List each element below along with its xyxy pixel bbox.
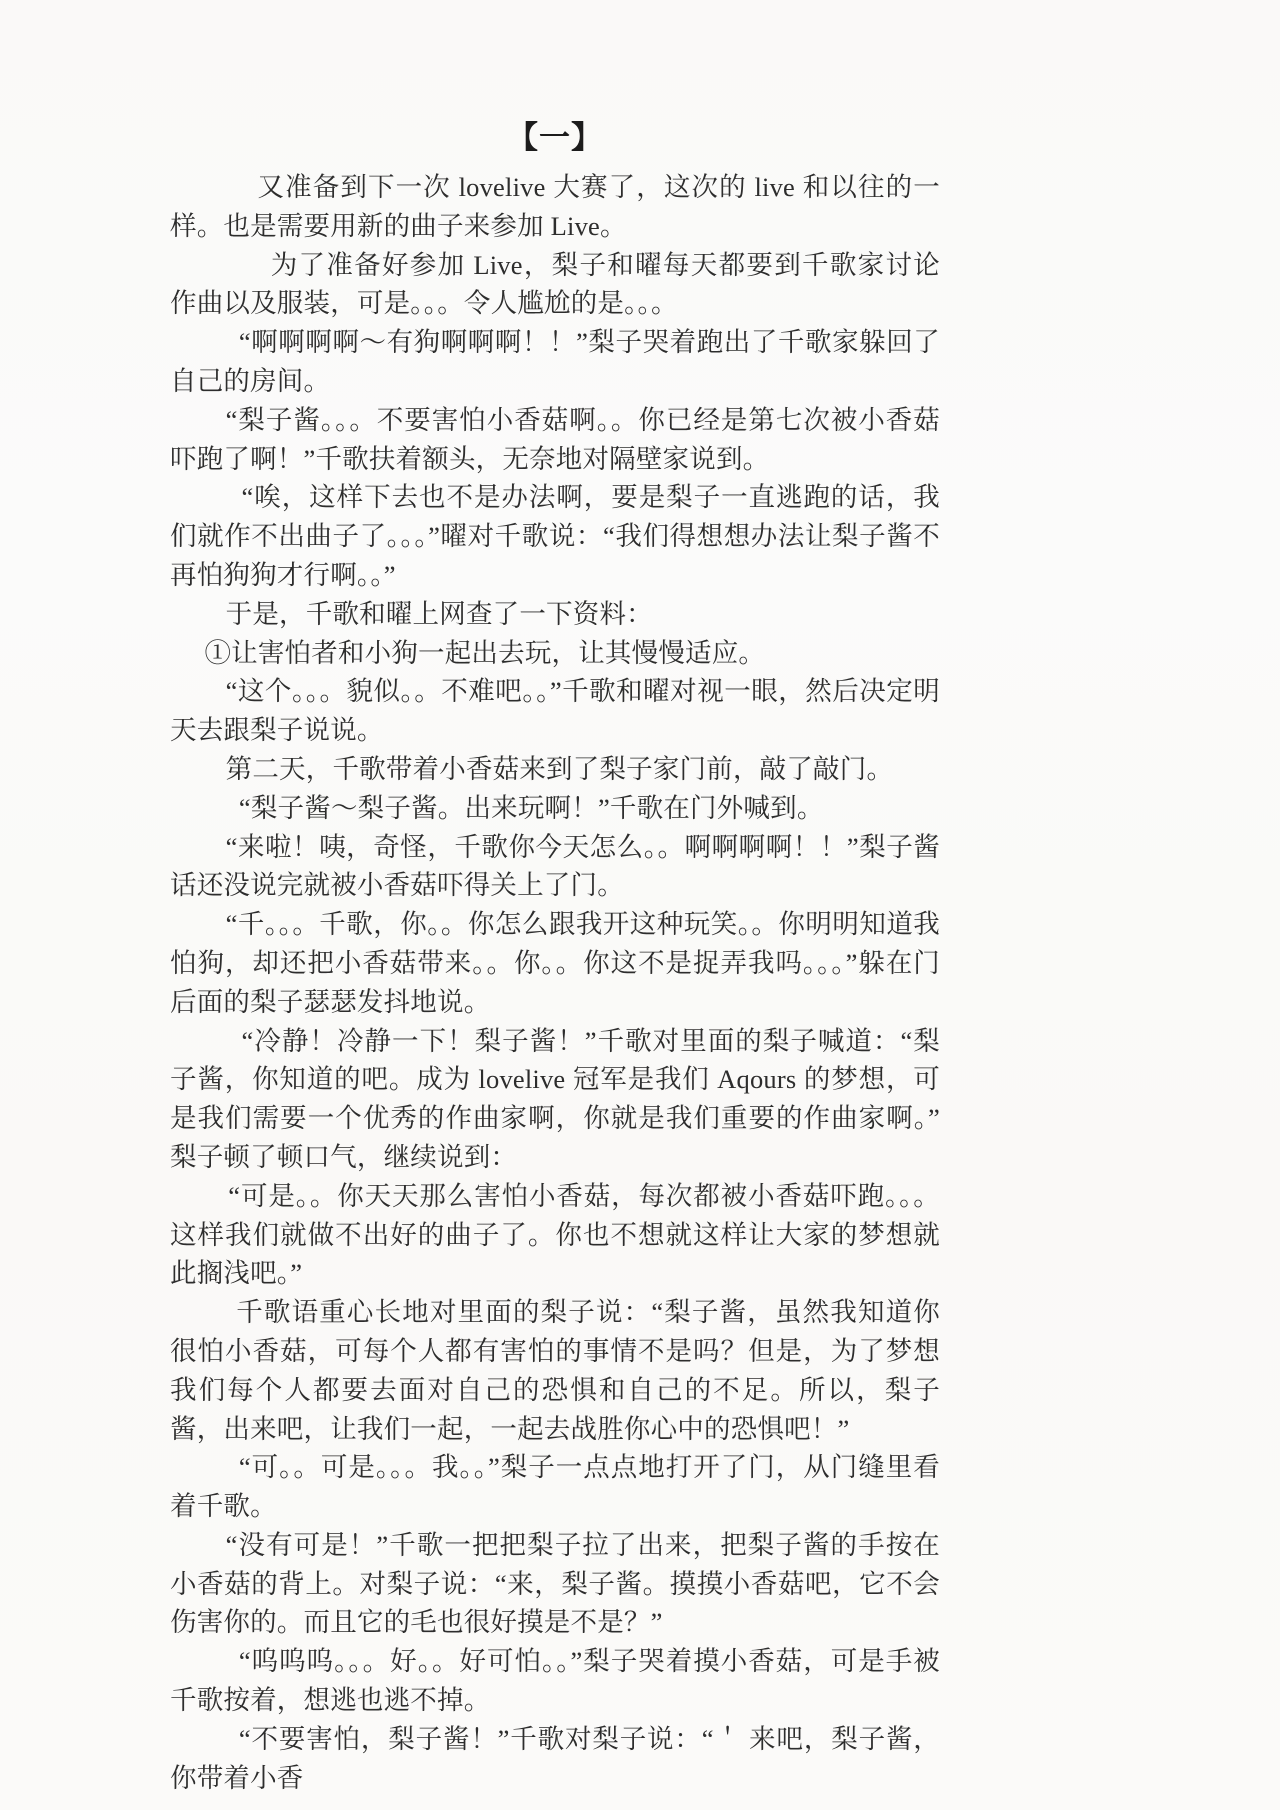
paragraph: “可。。可是。。。我。。”梨子一点点地打开了门，从门缝里看着千歌。 bbox=[170, 1452, 940, 1522]
paragraph: 千歌语重心长地对里面的梨子说：“梨子酱，虽然我知道你很怕小香菇，可每个人都有害怕的事情不是吗？但是，为了梦想我们每个人都要去面对自己的恐惧和自己的不足。所以，梨子酱，出来吧，让我们一起，一起去战胜你心中的恐惧吧！” bbox=[170, 1297, 940, 1444]
paragraph: “梨子酱～梨子酱。出来玩啊！”千歌在门外喊到。 bbox=[238, 792, 824, 823]
paragraph: “可是。。你天天那么害怕小香菇，每次都被小香菇吓跑。。。这样我们就做不出好的曲子了。你也不想就这样让大家的梦想就此搁浅吧。” bbox=[170, 1180, 940, 1289]
paragraph: “冷静！冷静一下！梨子酱！”千歌对里面的梨子喊道：“梨子酱，你知道的吧。成为 lovelive 冠军是我们 Aqours 的梦想，可是我们需要一个优秀的作曲家啊，你就是我们重要的作曲家啊。”梨子顿了顿口气，继续说到： bbox=[170, 1025, 940, 1172]
paragraph: “梨子酱。。。不要害怕小香菇啊。。你已经是第七次被小香菇吓跑了啊！”千歌扶着额头，无奈地对隔壁家说到。 bbox=[170, 404, 940, 474]
document-page bbox=[170, 116, 940, 1797]
paragraph: ①让害怕者和小狗一起出去玩，让其慢慢适应。 bbox=[204, 637, 766, 668]
paragraph: “不要害怕，梨子酱！”千歌对梨子说：“＇ 来吧，梨子酱，你带着小香 bbox=[170, 1723, 940, 1793]
paragraph: “没有可是！”千歌一把把梨子拉了出来，把梨子酱的手按在小香菇的背上。对梨子说：“来，梨子酱。摸摸小香菇吧，它不会伤害你的。而且它的毛也很好摸是不是？” bbox=[170, 1529, 940, 1638]
paragraph: “啊啊啊啊～有狗啊啊啊！！”梨子哭着跑出了千歌家躲回了自己的房间。 bbox=[170, 327, 940, 396]
paragraph: “呜呜呜。。。好。。好可怕。。”梨子哭着摸小香菇，可是手被千歌按着，想逃也逃不掉。 bbox=[170, 1646, 940, 1716]
page-title: 【一】 bbox=[507, 120, 603, 155]
paragraph: “唉，这样下去也不是办法啊，要是梨子一直逃跑的话，我们就作不出曲子了。。。”曜对千歌说：“我们得想想办法让梨子酱不再怕狗狗才行啊。。” bbox=[170, 482, 940, 590]
paragraph: 为了准备好参加 Live，梨子和曜每天都要到千歌家讨论作曲以及服装，可是。。。令人尴尬的是。。。 bbox=[170, 249, 940, 319]
paragraph: “来啦！咦，奇怪，千歌你今天怎么。。啊啊啊啊！！”梨子酱话还没说完就被小香菇吓得关上了门。 bbox=[170, 831, 940, 901]
paragraph: “这个。。。貌似。。不难吧。。”千歌和曜对视一眼，然后决定明天去跟梨子说说。 bbox=[170, 676, 940, 746]
paragraph: 又准备到下一次 lovelive 大赛了，这次的 live 和以往的一样。也是需要用新的曲子来参加 Live。 bbox=[170, 172, 940, 241]
paragraph: 于是，千歌和曜上网查了一下资料： bbox=[225, 598, 653, 629]
document-body bbox=[170, 168, 940, 1797]
paragraph: “千。。。千歌，你。。你怎么跟我开这种玩笑。。你明明知道我怕狗，却还把小香菇带来。。你。。你这不是捉弄我吗。。。”躲在门后面的梨子瑟瑟发抖地说。 bbox=[170, 909, 940, 1017]
paragraph: 第二天，千歌带着小香菇来到了梨子家门前，敲了敲门。 bbox=[225, 753, 894, 784]
